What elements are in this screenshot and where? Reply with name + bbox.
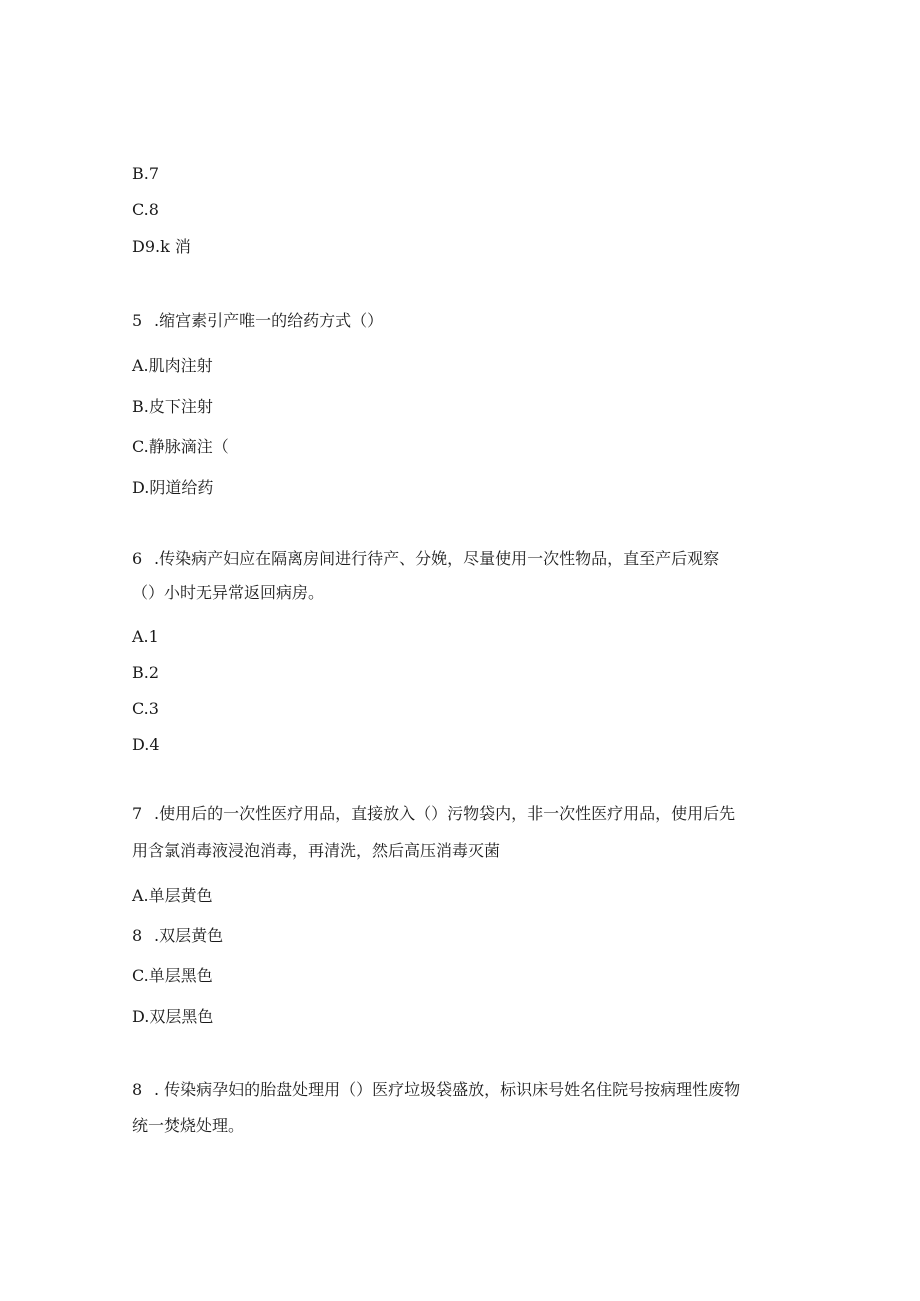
q6-option-a: A.1 — [132, 627, 159, 646]
question-6-cont: （）小时无异常返回病房。 — [132, 583, 325, 602]
option-d9: D9.k 消 — [132, 237, 191, 256]
question-number: 7 — [132, 804, 143, 823]
option-c8: C.8 — [132, 200, 159, 219]
q6-option-b: B.2 — [132, 663, 160, 682]
question-text: .缩宫素引产唯一的给药方式（） — [154, 311, 384, 330]
q7-option-a: A.单层黄色 — [132, 886, 213, 905]
option-number: 8 — [132, 926, 143, 945]
question-number: 8 — [132, 1080, 143, 1099]
q6-option-d: D.4 — [132, 735, 160, 754]
q7-option-c: C.单层黑色 — [132, 966, 213, 985]
question-5 — [132, 311, 383, 331]
question-8-cont: 统一焚烧处理。 — [132, 1116, 245, 1135]
q7-option-b — [132, 926, 223, 946]
q5-option-b: B.皮下注射 — [132, 397, 213, 416]
question-7 — [132, 804, 735, 824]
question-6 — [132, 549, 719, 569]
q7-option-d: D.双层黑色 — [132, 1007, 214, 1026]
question-7-cont: 用含氯消毒液浸泡消毒，再清洗，然后高压消毒灭菌 — [132, 841, 501, 860]
option-text: .双层黄色 — [154, 926, 224, 945]
q5-option-c: C.静脉滴注（ — [132, 437, 229, 456]
question-text: .传染病产妇应在隔离房间进行待产、分娩，尽量使用一次性物品，直至产后观察 — [154, 549, 720, 568]
q5-option-d: D.阴道给药 — [132, 478, 214, 497]
question-number: 5 — [132, 311, 143, 330]
q6-option-c: C.3 — [132, 699, 159, 718]
question-8 — [132, 1080, 740, 1100]
q5-option-a: A.肌肉注射 — [132, 356, 213, 375]
question-number: 6 — [132, 549, 143, 568]
question-text: . 传染病孕妇的胎盘处理用（）医疗垃圾袋盛放，标识床号姓名住院号按病理性废物 — [154, 1080, 741, 1099]
question-text: .使用后的一次性医疗用品，直接放入（）污物袋内，非一次性医疗用品，使用后先 — [154, 804, 736, 823]
option-b7: B.7 — [132, 164, 160, 183]
